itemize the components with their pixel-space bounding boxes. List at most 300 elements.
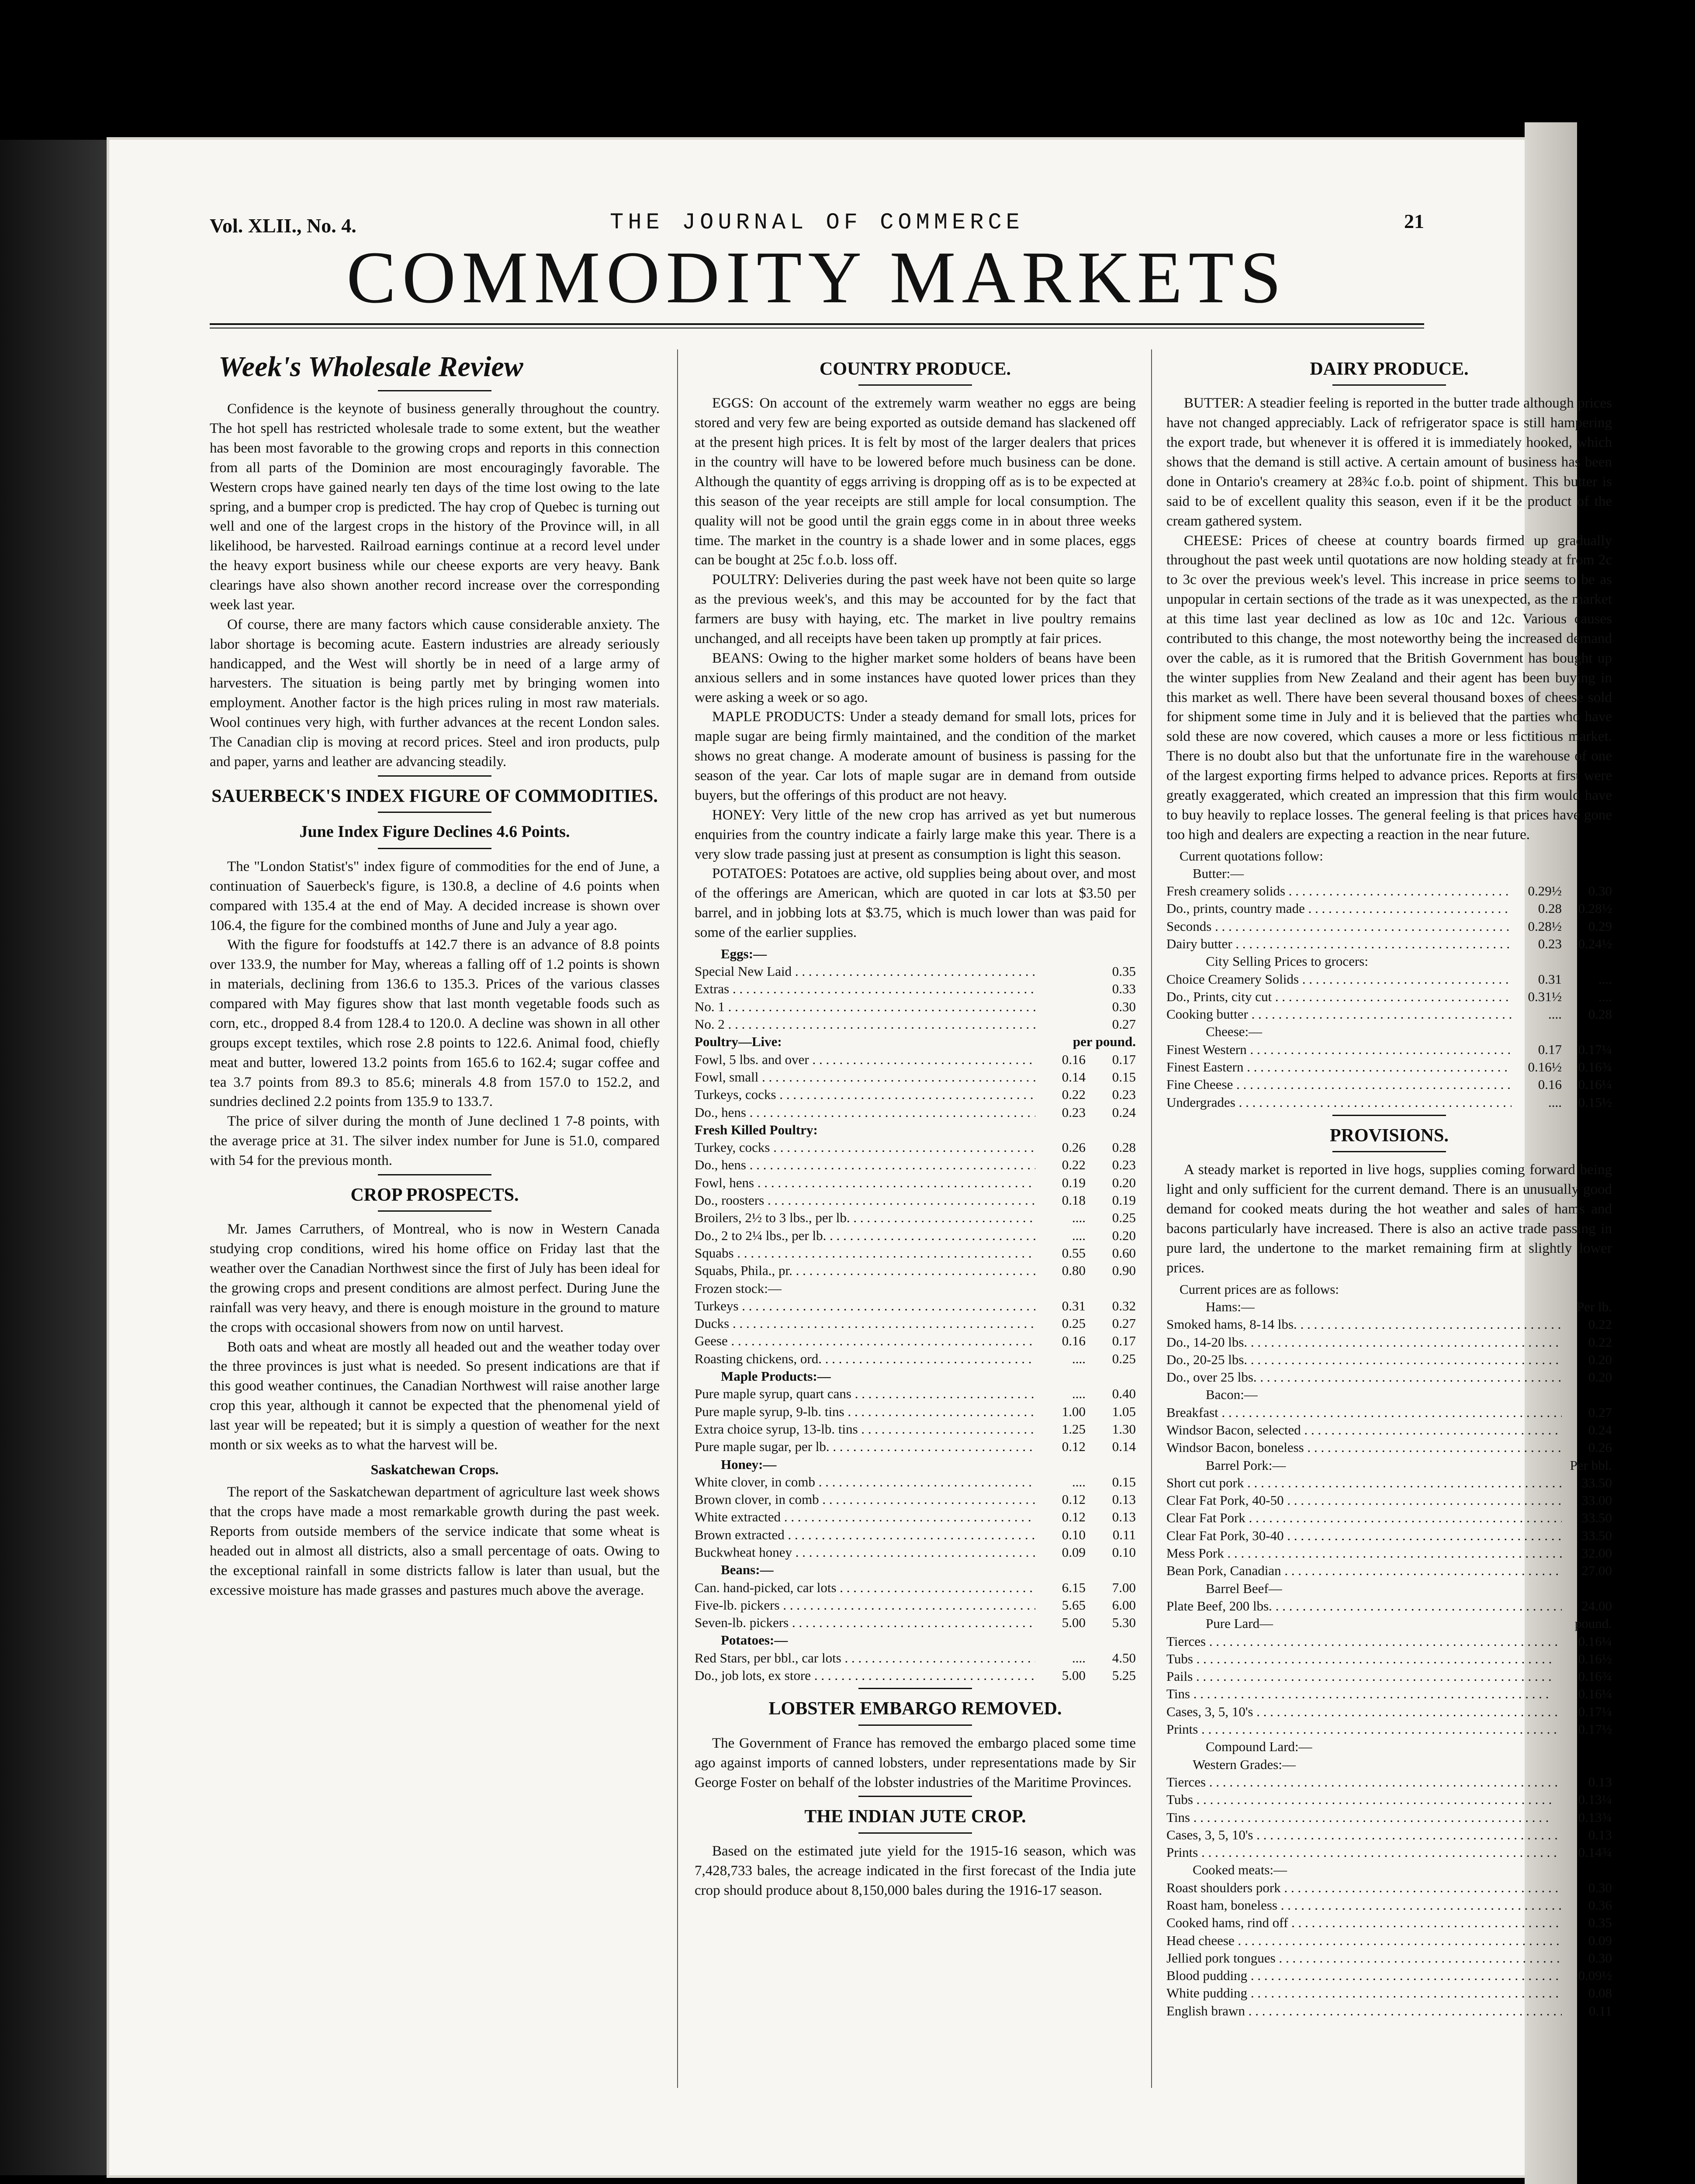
table-group-header: Frozen stock:— <box>695 1280 782 1296</box>
price-row <box>695 1174 1136 1192</box>
short-rule <box>378 1174 491 1175</box>
price: 0.30 <box>1588 1880 1612 1895</box>
table-group-header-row <box>695 1033 1136 1051</box>
price: 0.11 <box>1588 2003 1612 2018</box>
item-label: Seconds . . . <box>1166 918 1512 935</box>
price-low: .... <box>1072 1210 1086 1226</box>
item-label: Squabs . . . <box>695 1244 1035 1262</box>
item-label: Jellied pork tongues . . . <box>1166 1949 1562 1967</box>
price-low: .... <box>1072 1474 1086 1489</box>
table-group-header: Beans:— <box>721 1562 774 1578</box>
paragraph: The "London Statist's" index figure of commodities for the end of June, a continuation of Sauerbeck's figure, is 130.8, a decline of 4.6 points when compared with 135.4 at the end of May. A decided increase is shown over 106.4, the figure for the combined months of June and July a year ago. <box>210 858 660 933</box>
price-row <box>1166 1809 1612 1826</box>
article-subtitle: June Index Figure Declines 4.6 Points. <box>299 822 570 841</box>
paragraph: Confidence is the keynote of business generally throughout the country. The hot spell has restricted wholesale trade to some extent, but the weather has been most favorable to the growing crops and reports in this connection from all parts of the Dominion are most encouragingly favorable. The Western crops have gained nearly ten days of the time lost owing to the late spring, and a bumper crop is predicted. The hay crop of Quebec is turning out well and one of the largest crops in the history of the Province will, in all likelihood, be harvested. Railroad earnings continue at a record level under the heavy export business while our cheese exports are very heavy. Bank clearings have also shown another record increase over the corresponding week last year. <box>210 401 660 613</box>
rows-bacon <box>1166 1404 1612 1457</box>
rows-hams <box>1166 1316 1612 1386</box>
price: 33.50 <box>1581 1510 1612 1526</box>
price-high: 5.25 <box>1112 1668 1136 1683</box>
price-row <box>1166 988 1612 1006</box>
price-row <box>1166 882 1612 900</box>
item-label: Turkeys, cocks . . . <box>695 1086 1035 1103</box>
price-row <box>1166 1006 1612 1023</box>
price-low: 0.16½ <box>1528 1059 1562 1075</box>
price-row <box>695 1667 1136 1684</box>
price-high: 7.00 <box>1112 1579 1136 1595</box>
price: 33.00 <box>1581 1493 1612 1508</box>
short-rule <box>1332 1115 1446 1116</box>
price-row <box>1166 2002 1612 2020</box>
price-row <box>1166 1932 1612 1949</box>
item-label: Head cheese . . . <box>1166 1932 1562 1949</box>
paragraph: Of course, there are many factors which cause considerable anxiety. The labor shortage is becoming acute. Eastern industries are already seriously handicapped, and the West will shortly be in need of a large army of harvesters. The situation is being partly met by bringing women into employment. Another factor is the high prices ruling in most raw materials. Wool continues very high, with further advances at the recent London sales. The Canadian clip is moving at record prices. Steel and iron products, pulp and paper, yarns and leather are advancing steadily. <box>210 616 660 770</box>
price: 0.36 <box>1588 1897 1612 1913</box>
price-row <box>695 1649 1136 1667</box>
journal-title: THE JOURNAL OF COMMERCE <box>610 210 1024 235</box>
price-row <box>695 1315 1136 1332</box>
item-label: Fine Cheese . . . <box>1166 1076 1512 1093</box>
table-intro: Current quotations follow: <box>1180 848 1323 864</box>
price: 0.16¼ <box>1578 1633 1612 1649</box>
price-row <box>695 1350 1136 1368</box>
price-high: 0.24 <box>1112 1104 1136 1120</box>
price-row <box>1166 1914 1612 1932</box>
item-label: Clear Fat Pork, 40-50 . . . <box>1166 1492 1562 1509</box>
rows-live-poultry <box>695 1051 1136 1121</box>
price-row <box>695 1526 1136 1544</box>
column-divider <box>1151 349 1152 2088</box>
price-row <box>695 1579 1136 1597</box>
item-label: Choice Creamery Solids . . . <box>1166 971 1512 988</box>
price-high: 0.13 <box>1112 1509 1136 1525</box>
price-low: 0.12 <box>1062 1492 1086 1507</box>
item-label: Plate Beef, 200 lbs. . . . <box>1166 1597 1562 1615</box>
price-high: 0.16¼ <box>1578 1077 1612 1092</box>
price-row <box>695 1597 1136 1614</box>
price: 0.20 <box>1588 1351 1612 1367</box>
table-group-header: Cheese:— <box>1206 1024 1263 1040</box>
short-rule <box>858 1724 972 1726</box>
paragraph: HONEY: Very little of the new crop has arrived as yet but numerous enquiries from the country indicate a fairly large make this year. There is a very slow trade passing just at present as consumption is light this season. <box>695 807 1136 862</box>
item-label: Do., job lots, ex store . . . <box>695 1667 1035 1684</box>
price-high: 0.27 <box>1112 1016 1136 1032</box>
table-group-header: Fresh Killed Poultry: <box>695 1122 818 1137</box>
short-rule <box>858 384 972 386</box>
rows-eggs <box>695 963 1136 1033</box>
price-high: 0.25 <box>1112 1351 1136 1366</box>
price-low: 0.28 <box>1538 901 1562 916</box>
price: 0.13 <box>1588 1827 1612 1842</box>
price-row <box>695 998 1136 1016</box>
paragraph: A steady market is reported in live hogs, supplies coming forward being light and only sufficient for the current demand. There is an unusually good demand for cooked meats during the hot weather and sales of hams and bacons particularly have increased. There is also an active trade passing in pure lard, the undertone to the market remaining firm at slightly lower prices. <box>1166 1162 1612 1276</box>
price: 0.17½ <box>1578 1721 1612 1737</box>
price-high: 0.17 <box>1112 1333 1136 1349</box>
paragraph: Both oats and wheat are mostly all headed out and the weather today over the three provinces is just what is needed. So present indications are that if this good weather continues, the Canadian Northwest will raise another large crop this year, although it cannot be expected that the phenomenal yield of last year will be repeated; but it is simply a question of weather for the next month or six weeks as to what the harvest will be. <box>210 1339 660 1453</box>
price-high: 0.32 <box>1112 1298 1136 1313</box>
price-low: 5.00 <box>1062 1668 1086 1683</box>
price: 0.17¼ <box>1578 1704 1612 1719</box>
price-low: 0.16 <box>1538 1077 1562 1092</box>
price-row <box>695 1544 1136 1561</box>
price-row <box>1166 1404 1612 1421</box>
price: 24.00 <box>1581 1598 1612 1614</box>
price-low: 0.12 <box>1062 1509 1086 1525</box>
price-row <box>1166 1685 1612 1703</box>
price-high: 0.20 <box>1112 1227 1136 1243</box>
price-row <box>695 1227 1136 1244</box>
rows-frozen <box>695 1297 1136 1368</box>
price-low: .... <box>1072 1351 1086 1366</box>
price-high: 5.30 <box>1112 1615 1136 1631</box>
item-label: Do., prints, country made . . . <box>1166 900 1512 917</box>
rows-butter <box>1166 882 1612 953</box>
item-label: Windsor Bacon, boneless . . . <box>1166 1439 1562 1456</box>
item-label: Extras . . . <box>695 980 1035 998</box>
item-label: Breakfast . . . <box>1166 1404 1562 1421</box>
price-row <box>1166 1844 1612 1861</box>
paragraph: The report of the Saskatchewan department of agriculture last week shows that the crops have made a most remarkable growth during the past week. Reports from outside members of the service indicate that some wheat is headed out in almost all districts, also a small percentage of oats. Owing to the exceptional rainfall in some districts fallow is later than usual, but the excessive moisture has made grasses and pastures much above the average. <box>210 1484 660 1598</box>
item-label: Special New Laid . . . <box>695 963 1035 980</box>
price-low: 6.15 <box>1062 1579 1086 1595</box>
rows-compound <box>1166 1773 1612 1861</box>
price-row <box>695 1156 1136 1174</box>
item-label: Smoked hams, 8-14 lbs. . . . <box>1166 1316 1562 1333</box>
item-label: Tins . . . <box>1166 1809 1562 1826</box>
table-group-header: Cooked meats:— <box>1193 1862 1287 1878</box>
short-rule <box>1332 384 1446 386</box>
price: 0.16¾ <box>1578 1669 1612 1684</box>
item-label: Fresh creamery solids . . . <box>1166 882 1512 900</box>
paragraph: The price of silver during the month of June declined 1 7-8 points, with the average price at 31. The silver index number for June is 51.0, compared with 54 for the previous month. <box>210 1113 660 1168</box>
table-group-header: City Selling Prices to grocers: <box>1206 954 1368 969</box>
table-group-header: Eggs:— <box>721 946 767 961</box>
price-low: 0.17 <box>1538 1041 1562 1057</box>
price-low: 0.23 <box>1538 936 1562 951</box>
price-high: 0.30 <box>1588 883 1612 899</box>
item-label: Prints . . . <box>1166 1721 1562 1738</box>
item-label: Cases, 3, 5, 10's . . . <box>1166 1703 1562 1721</box>
item-label: No. 2 . . . <box>695 1016 1035 1033</box>
article-title: CROP PROSPECTS. <box>350 1185 519 1205</box>
rows-pork <box>1166 1474 1612 1580</box>
price-low: 0.10 <box>1062 1527 1086 1542</box>
price-row <box>1166 1041 1612 1058</box>
item-label: Do., Prints, city cut . . . <box>1166 988 1512 1006</box>
paragraph: Mr. James Carruthers, of Montreal, who is now in Western Canada studying crop conditions, wired his home office on Friday last that the weather over the Canadian Northwest since the first of July has been ideal for the growing crops and present conditions are almost perfect. During June the rainfall was very heavy, and there is enough moisture in the ground to mature the crops with occasional showers from now on until harvest. <box>210 1221 660 1335</box>
price-high: 0.25 <box>1112 1210 1136 1226</box>
price-row <box>1166 1562 1612 1579</box>
item-label: Buckwheat honey . . . <box>695 1544 1035 1561</box>
article-subtitle: Saskatchewan Crops. <box>370 1461 499 1477</box>
paragraph: Based on the estimated jute yield for the 1915-16 season, which was 7,428,733 bales, the acreage indicated in the first forecast of the India jute crop should produce about 8,150,000 bales during the 1916-17 season. <box>695 1843 1136 1898</box>
rows-city <box>1166 971 1612 1023</box>
table-group-header-row <box>1166 1298 1612 1316</box>
price-high: 0.90 <box>1112 1263 1136 1279</box>
item-label: English brawn . . . <box>1166 2002 1562 2020</box>
price-high: 4.50 <box>1112 1650 1136 1666</box>
rows-potatoes <box>695 1649 1136 1685</box>
price-row <box>695 980 1136 998</box>
price-high: 0.28 <box>1588 1006 1612 1022</box>
price-row <box>1166 918 1612 935</box>
price-high: 0.15 <box>1112 1474 1136 1489</box>
price-row <box>1166 1094 1612 1111</box>
price-low: 0.80 <box>1062 1263 1086 1279</box>
item-label: Pure maple sugar, per lb. . . . <box>695 1438 1035 1455</box>
price-high: 0.17 <box>1112 1051 1136 1067</box>
price-low: .... <box>1548 1006 1562 1022</box>
price-low: 0.29½ <box>1528 883 1562 899</box>
price-low: 0.12 <box>1062 1439 1086 1455</box>
item-label: Short cut pork . . . <box>1166 1474 1562 1492</box>
item-label: Seven-lb. pickers . . . <box>695 1614 1035 1631</box>
price-low: .... <box>1548 1094 1562 1110</box>
price-row <box>1166 900 1612 917</box>
item-label: White pudding . . . <box>1166 1984 1562 2002</box>
item-label: Dairy butter . . . <box>1166 935 1512 953</box>
table-group-header: Western Grades:— <box>1193 1756 1296 1772</box>
price: 0.14¾ <box>1578 1845 1612 1860</box>
price-row <box>1166 1368 1612 1386</box>
short-rule <box>378 390 491 391</box>
price: 0.35 <box>1588 1915 1612 1931</box>
rows-fresh-poultry <box>695 1139 1136 1279</box>
price-low: 0.31½ <box>1528 988 1562 1004</box>
price-row <box>1166 1316 1612 1333</box>
price-high: 1.30 <box>1112 1421 1136 1437</box>
table-group-header: Bacon:— <box>1206 1387 1258 1403</box>
item-label: No. 1 . . . <box>695 998 1035 1016</box>
rows-beans <box>695 1579 1136 1632</box>
short-rule <box>858 1796 972 1797</box>
item-label: Extra choice syrup, 13-lb. tins . . . <box>695 1420 1035 1438</box>
price-low: 0.16 <box>1062 1051 1086 1067</box>
item-label: Prints . . . <box>1166 1844 1562 1861</box>
table-group-header-row <box>1166 1615 1612 1632</box>
paragraph: With the figure for foodstuffs at 142.7 there is an advance of 8.8 points over 133.9, the number for May, whereas a falling off of 1.2 points is shown in materials, declining from 136.6 to 135.3. Prices of the various classes compared with May figures show that last month vegetable foods such as corn, etc., dropped 8.4 from 128.4 to 120.0. A decline was shown in all other groups except textiles, which rose 2.8 points to 122.6. Animal food, chiefly meat and butter, lowered 13.2 points from 165.6 to 162.4; sugar coffee and tea 3.7 points from 89.3 to 85.6; minerals 4.8 from 157.0 to 152.2, and sundries declined 2.2 points from 135.9 to 133.7. <box>210 937 660 1110</box>
price-high: 0.14 <box>1112 1439 1136 1455</box>
price-low: 1.00 <box>1062 1403 1086 1419</box>
column-divider <box>677 349 678 2088</box>
price-table-provisions <box>1166 1281 1612 2020</box>
masthead: COMMODITY MARKETS <box>346 236 1287 318</box>
price-row <box>695 1508 1136 1526</box>
item-label: Clear Fat Pork, 30-40 . . . <box>1166 1527 1562 1545</box>
price-row <box>1166 1076 1612 1093</box>
article-title: THE INDIAN JUTE CROP. <box>804 1807 1026 1827</box>
table-group-header: Hams:— <box>1206 1299 1255 1314</box>
rows-lard <box>1166 1633 1612 1738</box>
price-high: .... <box>1598 971 1612 987</box>
price-high: 0.23 <box>1112 1087 1136 1102</box>
price-row <box>1166 1597 1612 1615</box>
item-label: Do., 20-25 lbs. . . . <box>1166 1351 1562 1368</box>
price-low: 0.19 <box>1062 1175 1086 1190</box>
item-label: Five-lb. pickers . . . <box>695 1597 1035 1614</box>
price-row <box>1166 1545 1612 1562</box>
price-row <box>695 1403 1136 1420</box>
masthead-rule <box>210 323 1424 325</box>
item-label: Finest Eastern . . . <box>1166 1058 1512 1076</box>
price-low: 0.55 <box>1062 1245 1086 1261</box>
column-2 <box>695 349 1136 1900</box>
price-high: 0.19 <box>1112 1192 1136 1208</box>
paragraph: POTATOES: Potatoes are active, old supplies being about over, and most of the offerings are American, which are quoted in car lots at $3.50 per barrel, and in jobbing lots at $3.75, which is much lower than was paid for some of the earlier supplies. <box>695 866 1136 941</box>
price-row <box>1166 1984 1612 2002</box>
short-rule <box>378 848 491 849</box>
item-label: Brown clover, in comb . . . <box>695 1491 1035 1508</box>
price-low: .... <box>1072 1650 1086 1666</box>
price-row <box>1166 1773 1612 1791</box>
unit-label: per pound. <box>1072 1034 1136 1050</box>
paragraph: The Government of France has removed the embargo placed some time ago against imports of canned lobsters, under representations made by Sir George Foster on behalf of the lobster industries of the Maritime Provinces. <box>695 1735 1136 1790</box>
price-row <box>1166 1058 1612 1076</box>
price-row <box>1166 1879 1612 1897</box>
item-label: Ducks . . . <box>695 1315 1035 1332</box>
item-label: Mess Pork . . . <box>1166 1545 1562 1562</box>
price-high: .... <box>1598 988 1612 1004</box>
price-high: 0.60 <box>1112 1245 1136 1261</box>
price-low: 0.26 <box>1062 1140 1086 1155</box>
item-label: Squabs, Phila., pr. . . . <box>695 1262 1035 1279</box>
price-row <box>695 1473 1136 1491</box>
price-row <box>1166 1334 1612 1351</box>
price-row <box>1166 971 1612 988</box>
section-title: DAIRY PRODUCE. <box>1310 359 1469 379</box>
price-high: 0.24½ <box>1578 936 1612 951</box>
price-row <box>695 1297 1136 1315</box>
price-row <box>695 1209 1136 1227</box>
price: 0.09 <box>1588 1932 1612 1948</box>
price: 0.08 <box>1588 1985 1612 2001</box>
price-row <box>695 1016 1136 1033</box>
short-rule <box>858 1832 972 1834</box>
price-low: 0.16 <box>1062 1333 1086 1349</box>
price-high: 0.33 <box>1112 981 1136 997</box>
item-label: Can. hand-picked, car lots . . . <box>695 1579 1035 1597</box>
item-label: Bean Pork, Canadian . . . <box>1166 1562 1562 1579</box>
price-low: 0.31 <box>1062 1298 1086 1313</box>
price-low: 0.22 <box>1062 1157 1086 1173</box>
price-high: 0.28½ <box>1578 901 1612 916</box>
price-row <box>1166 1509 1612 1527</box>
price-high: 0.40 <box>1112 1386 1136 1402</box>
price: 0.22 <box>1588 1317 1612 1332</box>
item-label: Tubs . . . <box>1166 1791 1562 1808</box>
paragraph: BEANS: Owing to the higher market some holders of beans have been anxious sellers and in some instances have quoted lower prices than they were asking a week or so ago. <box>695 650 1136 705</box>
price-row <box>695 1332 1136 1350</box>
table-group-header: Butter:— <box>1193 865 1244 881</box>
item-label: Do., over 25 lbs. . . . <box>1166 1368 1562 1386</box>
price-row <box>1166 1474 1612 1492</box>
item-label: Red Stars, per bbl., car lots . . . <box>695 1649 1035 1667</box>
item-label: Cases, 3, 5, 10's . . . <box>1166 1826 1562 1844</box>
price: 0.13¼ <box>1578 1792 1612 1807</box>
unit-label: pound. <box>1574 1616 1612 1631</box>
price-row <box>695 1086 1136 1103</box>
price-row <box>1166 1351 1612 1368</box>
price-high: 0.27 <box>1112 1316 1136 1331</box>
price-low: .... <box>1072 1386 1086 1402</box>
price-high: 0.17¼ <box>1578 1041 1612 1057</box>
price: 0.24 <box>1588 1422 1612 1438</box>
item-label: Undergrades . . . <box>1166 1094 1512 1111</box>
item-label: Cooked hams, rind off . . . <box>1166 1914 1562 1932</box>
unit-label: Per bbl. <box>1570 1457 1612 1473</box>
price-row <box>1166 1492 1612 1509</box>
price: 33.50 <box>1581 1475 1612 1490</box>
price-low: 5.00 <box>1062 1615 1086 1631</box>
price-table-country-produce <box>695 945 1136 1684</box>
price-high: 0.23 <box>1112 1157 1136 1173</box>
price-high: 0.20 <box>1112 1175 1136 1190</box>
short-rule <box>1332 1151 1446 1152</box>
item-label: Pails . . . <box>1166 1668 1562 1685</box>
rows-honey <box>695 1473 1136 1561</box>
item-label: Finest Western . . . <box>1166 1041 1512 1058</box>
price-high: 1.05 <box>1112 1403 1136 1419</box>
table-group-header-row <box>1166 1457 1612 1474</box>
table-group-header: Honey:— <box>721 1456 777 1472</box>
item-label: Tierces . . . <box>1166 1773 1562 1791</box>
item-label: Roast shoulders pork . . . <box>1166 1879 1562 1897</box>
price: 0.26 <box>1588 1440 1612 1455</box>
item-label: Do., 2 to 2¼ lbs., per lb. . . . <box>695 1227 1035 1244</box>
price: 0.13 <box>1588 1774 1612 1790</box>
price-row <box>1166 1897 1612 1914</box>
unit-label: Per lb. <box>1577 1299 1612 1314</box>
item-label: Tins . . . <box>1166 1685 1562 1703</box>
price-row <box>1166 1439 1612 1456</box>
short-rule <box>378 1210 491 1212</box>
price-row <box>695 1614 1136 1631</box>
item-label: Blood pudding . . . <box>1166 1967 1562 1984</box>
item-label: Windsor Bacon, selected . . . <box>1166 1421 1562 1439</box>
price-row <box>695 1262 1136 1279</box>
item-label: Fowl, small . . . <box>695 1068 1035 1086</box>
price-row <box>1166 1633 1612 1650</box>
item-label: Broilers, 2½ to 3 lbs., per lb. . . . <box>695 1209 1035 1227</box>
price-row <box>1166 1650 1612 1668</box>
price-row <box>695 1068 1136 1086</box>
price: 0.16½ <box>1578 1651 1612 1666</box>
price-row <box>1166 1527 1612 1545</box>
short-rule <box>858 1688 972 1689</box>
paragraph: CHEESE: Prices of cheese at country boards firmed up gradually throughout the past week until quotations are now holding steady at from 2c to 3c over the previous week's level. This increase in price seems to be as unpopular in certain sections of the trade as it was unexpected, as the market at this time last year declined as low as 10c and 12c. Various causes contributed to this change, the most noteworthy being the increased demand over the cable, as it is rumored that the British Government has bought up the winter supplies from New Zealand and their agent has been buying in this market as well. There have been several thousand boxes of cheese sold for shipment some time in July and it is believed that the parties who have sold these are now covered, which causes a more or less fictitious market. There is no doubt also but that the unfortunate fire in the warehouse of one of the largest exporting firms helped to advance prices. Reports at first were greatly exaggerated, which created an impression that this firm would have to buy heavily to replace losses. The general feeling is that prices have gone too high and dealers are expecting a reaction in the near future. <box>1166 532 1612 843</box>
price-row <box>1166 1668 1612 1685</box>
price-high: 0.15 <box>1112 1069 1136 1085</box>
price-high: 6.00 <box>1112 1597 1136 1613</box>
page-number: 21 <box>1404 210 1424 232</box>
price-low: 0.18 <box>1062 1192 1086 1208</box>
price-low: 0.09 <box>1062 1544 1086 1560</box>
price-low: .... <box>1072 1227 1086 1243</box>
short-rule <box>378 775 491 777</box>
price-row <box>695 1051 1136 1068</box>
item-label: Do., hens . . . <box>695 1104 1035 1121</box>
item-label: Roast ham, boneless . . . <box>1166 1897 1562 1914</box>
price: 32.00 <box>1581 1545 1612 1561</box>
price: 0.27 <box>1588 1404 1612 1420</box>
paragraph: BUTTER: A steadier feeling is reported in the butter trade although prices have not changed appreciably. Lack of refrigerator space is still hampering the export trade, but whenever it is offered it is immediately hooked, which shows that the demand is still active. A certain amount of business has been done in Ontario's creamery at 28¾c f.o.b. point of shipment. This butter is said to be of excellent quality this season, even if it be the product of the cream gathered system. <box>1166 395 1612 529</box>
item-label: Tubs . . . <box>1166 1650 1562 1668</box>
price-row <box>1166 1791 1612 1808</box>
rows-cheese <box>1166 1041 1612 1111</box>
price-low: 1.25 <box>1062 1421 1086 1437</box>
price-row <box>1166 935 1612 953</box>
table-group-header: Maple Products:— <box>721 1368 831 1384</box>
item-label: White clover, in comb . . . <box>695 1473 1035 1491</box>
